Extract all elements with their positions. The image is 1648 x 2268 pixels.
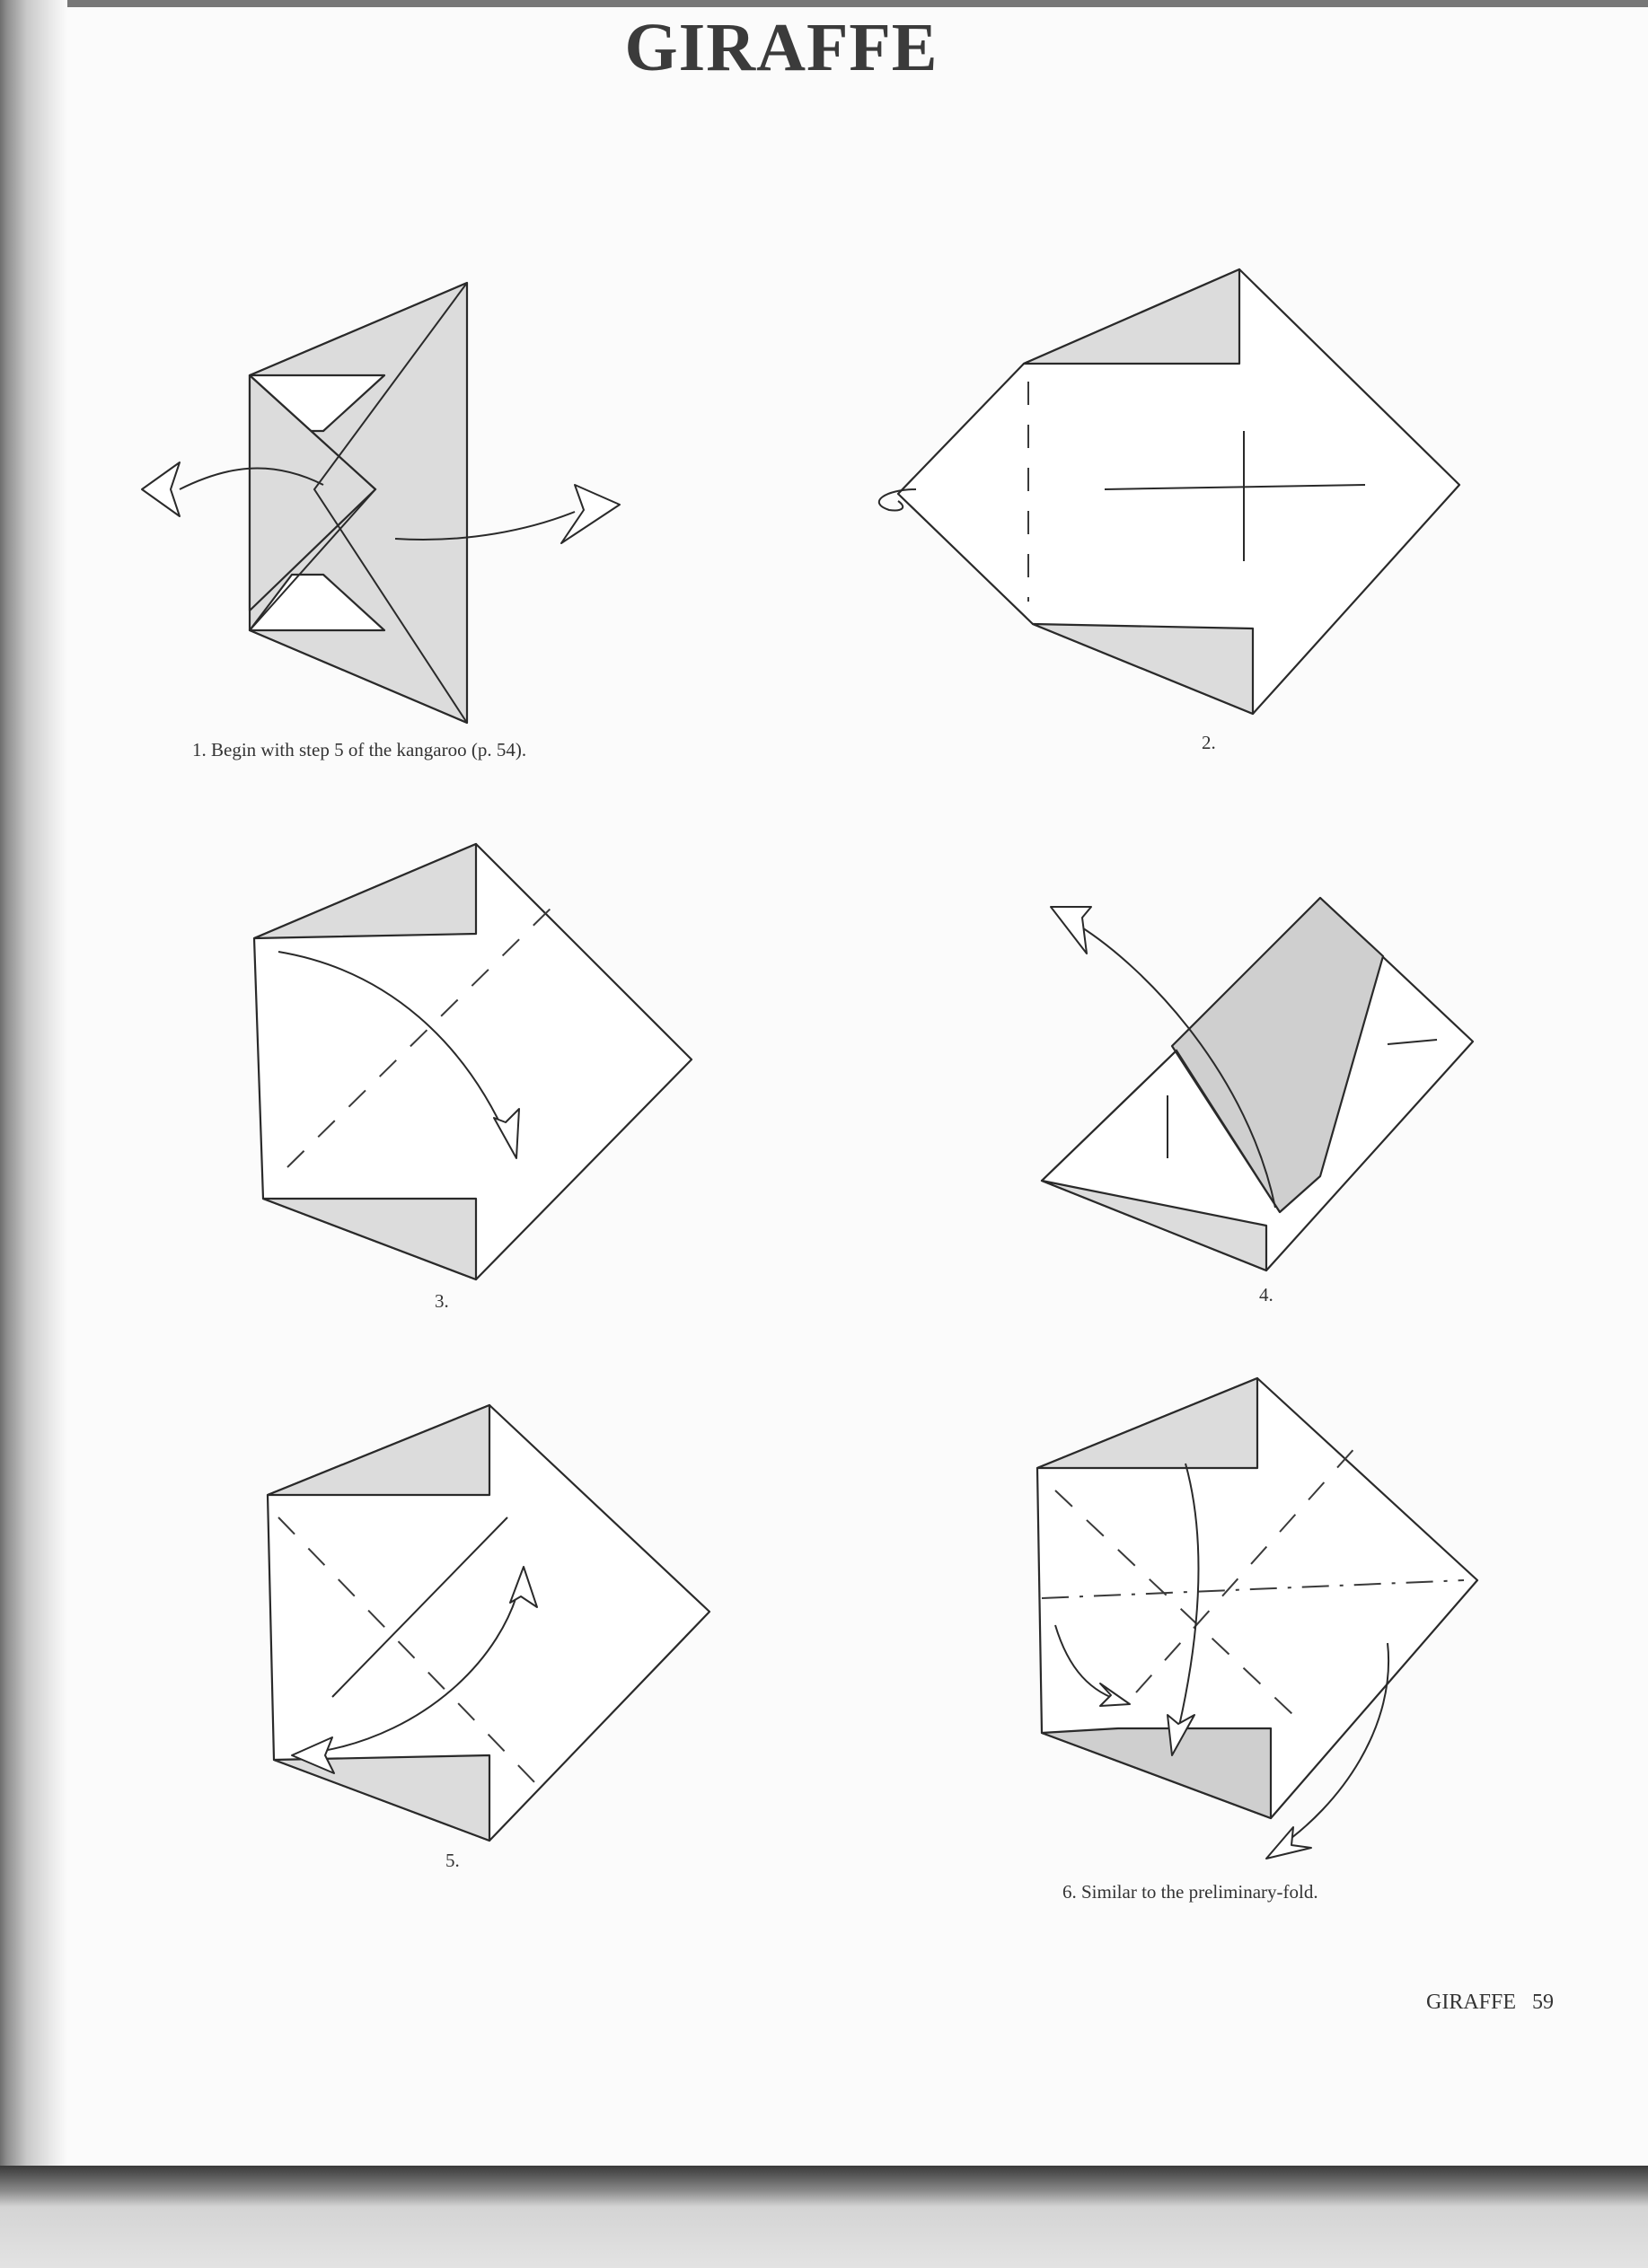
- step-2-diagram: [879, 269, 1459, 714]
- step-2-caption: 2.: [1202, 732, 1216, 753]
- step-1-caption: 1. Begin with step 5 of the kangaroo (p. 54).: [192, 739, 527, 760]
- step-4-diagram: [1042, 898, 1473, 1270]
- page-footer: [1426, 1991, 1554, 2015]
- step-4-caption: 4.: [1259, 1284, 1273, 1305]
- step-1-diagram: [142, 283, 620, 723]
- step-6-diagram: [1037, 1378, 1477, 1859]
- step-3-caption: 3.: [435, 1290, 449, 1312]
- step-3-diagram: [254, 844, 692, 1279]
- step-6-caption: 6. Similar to the preliminary-fold.: [1062, 1881, 1318, 1903]
- page-title: GIRAFFE: [624, 10, 939, 85]
- running-head: GIRAFFE: [1426, 1991, 1517, 2014]
- step-5-diagram: [268, 1405, 709, 1841]
- page-number: 59: [1532, 1991, 1555, 2014]
- step-5-caption: 5.: [445, 1850, 460, 1871]
